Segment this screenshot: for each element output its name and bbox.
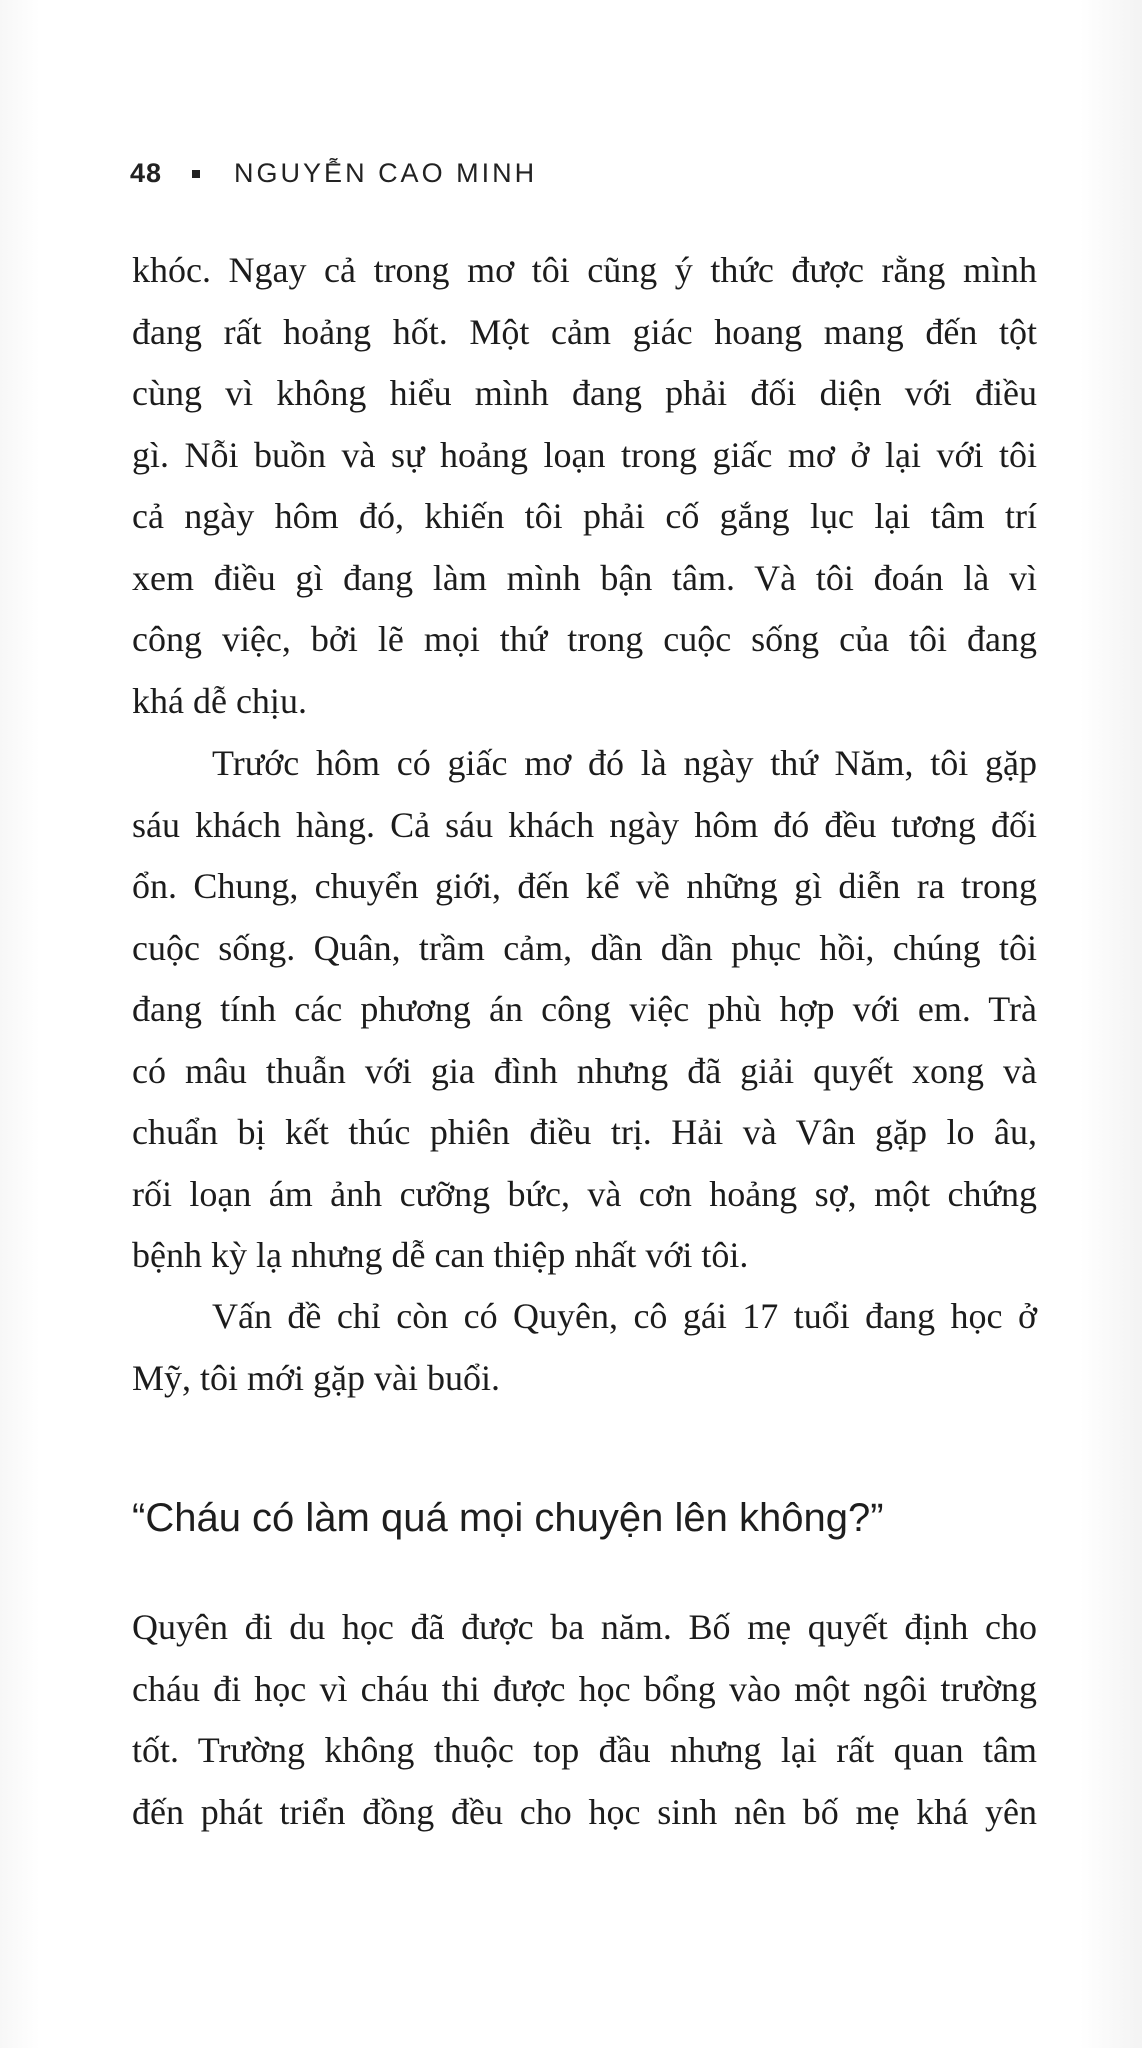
running-header xyxy=(130,158,537,189)
text-line: chuẩn bị kết thúc phiên điều trị. Hải và Vân gặp lo âu, xyxy=(132,1112,1037,1152)
section-heading: “Cháu có làm quá mọi chuyện lên không?” xyxy=(132,1496,884,1540)
text-line: Vấn đề chỉ còn có Quyên, cô gái 17 tuổi đang học ở xyxy=(212,1296,1037,1336)
author-name: NGUYỄN CAO MINH xyxy=(234,158,538,188)
paragraph-4 xyxy=(132,1597,1037,1843)
text-line: đang tính các phương án công việc phù hợp với em. Trà xyxy=(132,989,1037,1029)
text-line: cùng vì không hiểu mình đang phải đối diện với điều xyxy=(132,373,1037,413)
text-line: cuộc sống. Quân, trầm cảm, dần dần phục hồi, chúng tôi xyxy=(132,927,1037,968)
text-line: đến phát triển đồng đều cho học sinh nên bố mẹ khá yên xyxy=(132,1791,1037,1832)
text-line: khá dễ chịu. xyxy=(132,680,307,721)
text-line: công việc, bởi lẽ mọi thứ trong cuộc sống của tôi đang xyxy=(132,619,1037,659)
text-line: Quyên đi du học đã được ba năm. Bố mẹ quyết định cho xyxy=(132,1607,1037,1647)
text-line: có mâu thuẫn với gia đình nhưng đã giải quyết xong và xyxy=(132,1050,1037,1091)
paragraph-3 xyxy=(132,1286,1037,1409)
text-line: gì. Nỗi buồn và sự hoảng loạn trong giấc mơ ở lại với tôi xyxy=(132,434,1037,475)
page-number: 48 xyxy=(130,158,163,188)
text-line: Trước hôm có giấc mơ đó là ngày thứ Năm, tôi gặp xyxy=(212,743,1037,783)
text-line: ổn. Chung, chuyển giới, đến kể về những gì diễn ra trong xyxy=(132,866,1037,906)
paragraph-1 xyxy=(132,240,1037,732)
text-line: xem điều gì đang làm mình bận tâm. Và tôi đoán là vì xyxy=(132,557,1037,598)
text-line: bệnh kỳ lạ nhưng dễ can thiệp nhất với tôi. xyxy=(132,1235,749,1275)
paragraph-2 xyxy=(132,733,1037,1287)
text-line: cả ngày hôm đó, khiến tôi phải cố gắng lục lại tâm trí xyxy=(132,496,1037,536)
text-line: khóc. Ngay cả trong mơ tôi cũng ý thức được rằng mình xyxy=(132,250,1037,290)
text-line: đang rất hoảng hốt. Một cảm giác hoang mang đến tột xyxy=(132,311,1037,352)
header-bullet-icon xyxy=(192,170,200,178)
text-line: cháu đi học vì cháu thi được học bổng vào một ngôi trường xyxy=(132,1668,1037,1709)
text-line: rối loạn ám ảnh cưỡng bức, và cơn hoảng sợ, một chứng xyxy=(132,1173,1037,1214)
text-line: tốt. Trường không thuộc top đầu nhưng lại rất quan tâm xyxy=(132,1730,1037,1770)
text-line: sáu khách hàng. Cả sáu khách ngày hôm đó đều tương đối xyxy=(132,804,1037,845)
text-line: Mỹ, tôi mới gặp vài buổi. xyxy=(132,1357,501,1398)
